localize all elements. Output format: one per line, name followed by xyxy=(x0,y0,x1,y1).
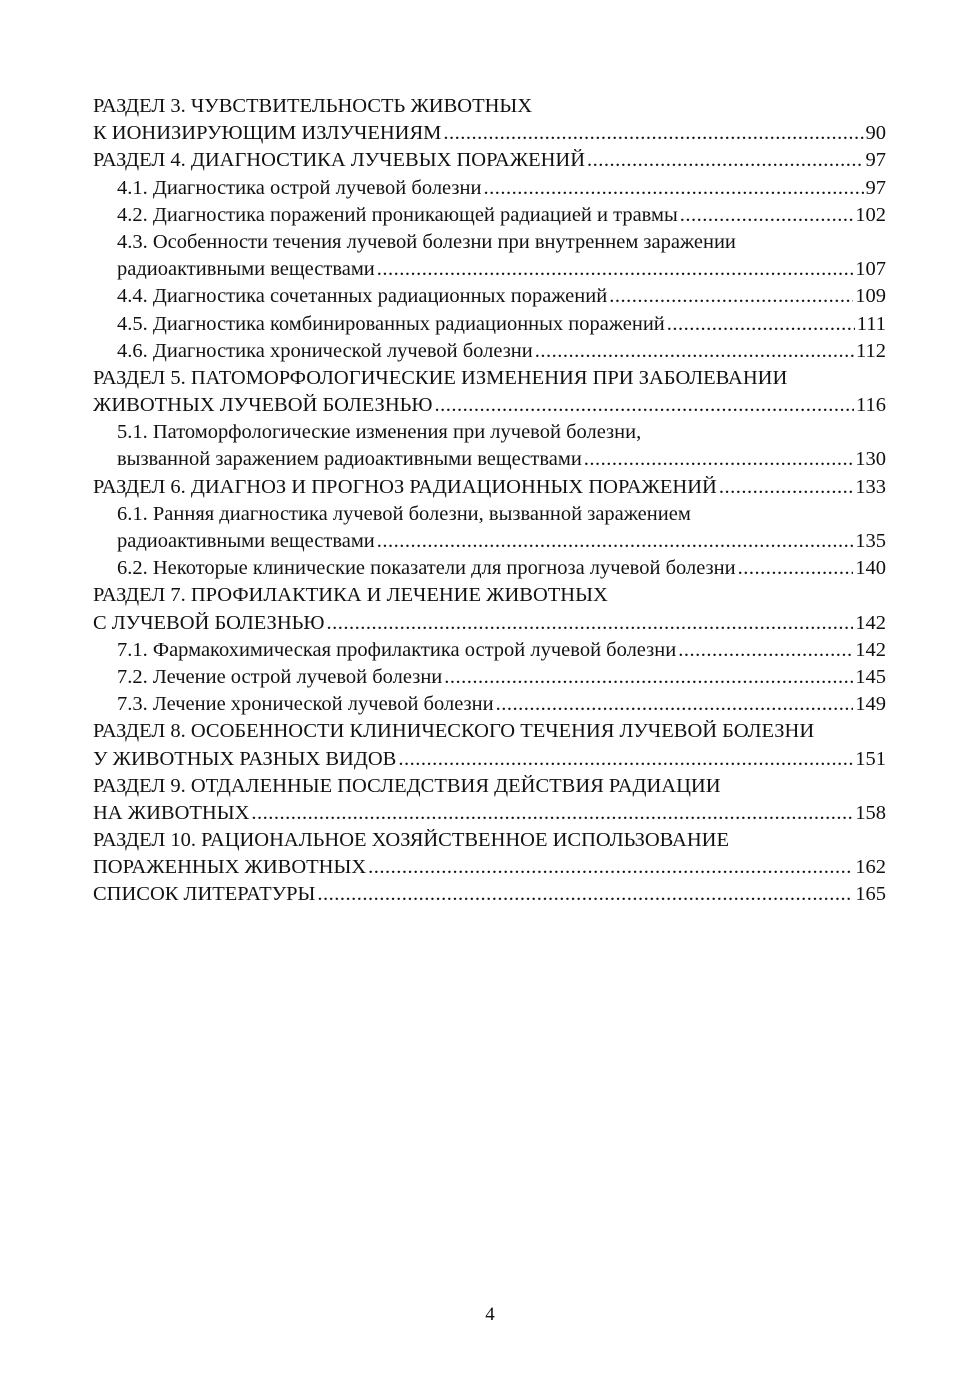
toc-page-number: 130 xyxy=(855,448,886,471)
toc-entry-title: РАЗДЕЛ 6. ДИАГНОЗ И ПРОГНОЗ РАДИАЦИОННЫХ ПОРАЖЕНИЙ xyxy=(93,475,717,498)
toc-page-number: 140 xyxy=(855,557,886,580)
toc-page-number: 158 xyxy=(855,801,886,824)
toc-entry-title: 7.2. Лечение острой лучевой болезни xyxy=(117,665,443,688)
dot-leader xyxy=(667,311,855,338)
toc-subsection-entry[interactable] xyxy=(93,202,886,229)
toc-subsection-entry[interactable] xyxy=(93,175,886,202)
dot-leader xyxy=(377,256,853,283)
toc-subsection-entry[interactable] xyxy=(93,691,886,718)
toc-subsection-entry[interactable] xyxy=(93,637,886,664)
toc-entry-title: 4.2. Диагностика поражений проникающей радиацией и травмы xyxy=(117,203,678,226)
toc-entry-line xyxy=(117,446,886,473)
toc-section-entry[interactable] xyxy=(93,365,886,419)
toc-page-number: 135 xyxy=(855,530,886,552)
toc-entry-line xyxy=(93,610,886,637)
toc-subsection-entry[interactable] xyxy=(93,501,886,555)
toc-entry-line xyxy=(117,664,886,691)
toc-entry-line xyxy=(117,691,886,718)
toc-section-entry[interactable] xyxy=(93,474,886,501)
toc-entry-line xyxy=(93,120,886,147)
toc-section-entry[interactable] xyxy=(93,773,886,827)
toc-entry-title: 4.1. Диагностика острой лучевой болезни xyxy=(117,176,482,199)
page-number: 4 xyxy=(485,1304,495,1325)
toc-entry-line xyxy=(93,147,886,174)
toc-entry-line xyxy=(93,392,886,419)
toc-entry-line xyxy=(93,881,886,908)
toc-entry-line xyxy=(117,175,886,202)
toc-subsection-entry[interactable] xyxy=(93,555,886,582)
toc-page-number: 109 xyxy=(855,285,886,308)
toc-entry-line xyxy=(117,283,886,310)
toc-page-number: 165 xyxy=(855,883,886,906)
toc-entry-line xyxy=(117,338,886,365)
toc-entry-title-line: 6.1. Ранняя диагностика лучевой болезни, вызванной заражением xyxy=(117,502,691,525)
toc-entry-line xyxy=(117,637,886,664)
toc-entry-line xyxy=(93,800,886,827)
dot-leader xyxy=(738,555,854,582)
toc-page-number: 116 xyxy=(856,394,886,417)
toc-page-number: 145 xyxy=(855,665,886,688)
dot-leader xyxy=(584,446,853,473)
dot-leader xyxy=(251,800,853,827)
toc-page-number: 149 xyxy=(855,693,886,716)
toc-entry-line xyxy=(117,202,886,229)
toc-entry-title-line: 4.3. Особенности течения лучевой болезни при внутреннем заражении xyxy=(117,230,736,253)
toc-entry-line xyxy=(117,311,886,338)
toc-entry-title-line: РАЗДЕЛ 5. ПАТОМОРФОЛОГИЧЕСКИЕ ИЗМЕНЕНИЯ ПРИ ЗАБОЛЕВАНИИ xyxy=(93,366,788,389)
dot-leader xyxy=(443,120,863,147)
toc-entry-line xyxy=(117,555,886,582)
toc-page-number: 142 xyxy=(855,611,886,634)
toc-entry-title: 6.2. Некоторые клинические показатели для прогноза лучевой болезни xyxy=(117,557,736,580)
toc-entry-title: радиоактивными веществами xyxy=(117,530,375,552)
dot-leader xyxy=(719,474,853,501)
toc-page-number: 162 xyxy=(855,856,886,879)
toc-section-entry[interactable] xyxy=(93,881,886,908)
toc-entry-title: У ЖИВОТНЫХ РАЗНЫХ ВИДОВ xyxy=(93,747,397,770)
dot-leader xyxy=(377,528,853,555)
toc-section-entry[interactable] xyxy=(93,718,886,772)
dot-leader xyxy=(368,854,853,881)
toc-page-number: 112 xyxy=(856,339,886,362)
table-of-contents xyxy=(93,93,886,909)
dot-leader xyxy=(609,283,853,310)
dot-leader xyxy=(483,175,863,202)
dot-leader xyxy=(587,147,864,174)
toc-entry-title: вызванной заражением радиоактивными веществами xyxy=(117,448,582,471)
toc-page-number: 97 xyxy=(865,176,886,199)
dot-leader xyxy=(434,392,854,419)
toc-entry-title: 4.4. Диагностика сочетанных радиационных поражений xyxy=(117,285,608,308)
toc-entry-title: 7.3. Лечение хронической лучевой болезни xyxy=(117,693,494,716)
toc-entry-line xyxy=(117,256,886,283)
toc-entry-title: 4.6. Диагностика хронической лучевой болезни xyxy=(117,339,533,362)
toc-entry-line xyxy=(93,746,886,773)
dot-leader xyxy=(326,610,853,637)
dot-leader xyxy=(680,202,854,229)
toc-entry-title-line: РАЗДЕЛ 8. ОСОБЕННОСТИ КЛИНИЧЕСКОГО ТЕЧЕНИЯ ЛУЧЕВОЙ БОЛЕЗНИ xyxy=(93,720,815,743)
dot-leader xyxy=(678,637,853,664)
toc-entry-title: ЖИВОТНЫХ ЛУЧЕВОЙ БОЛЕЗНЬЮ xyxy=(93,394,433,417)
toc-entry-title-line: РАЗДЕЛ 7. ПРОФИЛАКТИКА И ЛЕЧЕНИЕ ЖИВОТНЫХ xyxy=(93,584,608,607)
toc-entry-title: 4.5. Диагностика комбинированных радиационных поражений xyxy=(117,312,665,335)
toc-entry-title: ПОРАЖЕННЫХ ЖИВОТНЫХ xyxy=(93,856,367,879)
dot-leader xyxy=(496,691,854,718)
toc-page-number: 97 xyxy=(865,149,886,172)
toc-entry-title: С ЛУЧЕВОЙ БОЛЕЗНЬЮ xyxy=(93,611,325,634)
toc-entry-title: К ИОНИЗИРУЮЩИМ ИЗЛУЧЕНИЯМ xyxy=(93,122,442,145)
toc-subsection-entry[interactable] xyxy=(93,283,886,310)
toc-page-number: 90 xyxy=(865,122,886,145)
toc-entry-line xyxy=(93,854,886,881)
toc-page-number: 107 xyxy=(855,258,886,281)
toc-entry-title-line: РАЗДЕЛ 9. ОТДАЛЕННЫЕ ПОСЛЕДСТВИЯ ДЕЙСТВИЯ РАДИАЦИИ xyxy=(93,774,721,797)
toc-page-number: 133 xyxy=(855,475,886,498)
toc-section-entry[interactable] xyxy=(93,147,886,174)
dot-leader xyxy=(535,338,854,365)
toc-entry-title: РАЗДЕЛ 4. ДИАГНОСТИКА ЛУЧЕВЫХ ПОРАЖЕНИЙ xyxy=(93,149,585,172)
toc-subsection-entry[interactable] xyxy=(93,664,886,691)
toc-entry-title: 7.1. Фармакохимическая профилактика острой лучевой болезни xyxy=(117,638,677,661)
toc-entry-title: НА ЖИВОТНЫХ xyxy=(93,801,250,824)
toc-page-number: 102 xyxy=(855,203,886,226)
toc-entry-title-line: 5.1. Патоморфологические изменения при лучевой болезни, xyxy=(117,421,642,444)
toc-page-number: 142 xyxy=(855,638,886,661)
toc-entry-line xyxy=(117,528,886,555)
toc-entry-title-line: РАЗДЕЛ 10. РАЦИОНАЛЬНОЕ ХОЗЯЙСТВЕННОЕ ИСПОЛЬЗОВАНИЕ xyxy=(93,829,729,852)
toc-entry-line xyxy=(93,474,886,501)
toc-entry-title-line: РАЗДЕЛ 3. ЧУВСТВИТЕЛЬНОСТЬ ЖИВОТНЫХ xyxy=(93,95,533,117)
toc-entry-title: СПИСОК ЛИТЕРАТУРЫ xyxy=(93,883,316,906)
dot-leader xyxy=(444,664,853,691)
toc-section-entry[interactable] xyxy=(93,827,886,881)
dot-leader xyxy=(398,746,853,773)
toc-subsection-entry[interactable] xyxy=(93,419,886,473)
toc-entry-title: радиоактивными веществами xyxy=(117,258,375,281)
toc-page-number: 151 xyxy=(855,747,886,770)
toc-section-entry[interactable] xyxy=(93,93,886,147)
dot-leader xyxy=(317,881,853,908)
toc-subsection-entry[interactable] xyxy=(93,338,886,365)
toc-section-entry[interactable] xyxy=(93,582,886,636)
toc-subsection-entry[interactable] xyxy=(93,229,886,283)
toc-page-number: 111 xyxy=(856,312,886,335)
toc-subsection-entry[interactable] xyxy=(93,311,886,338)
